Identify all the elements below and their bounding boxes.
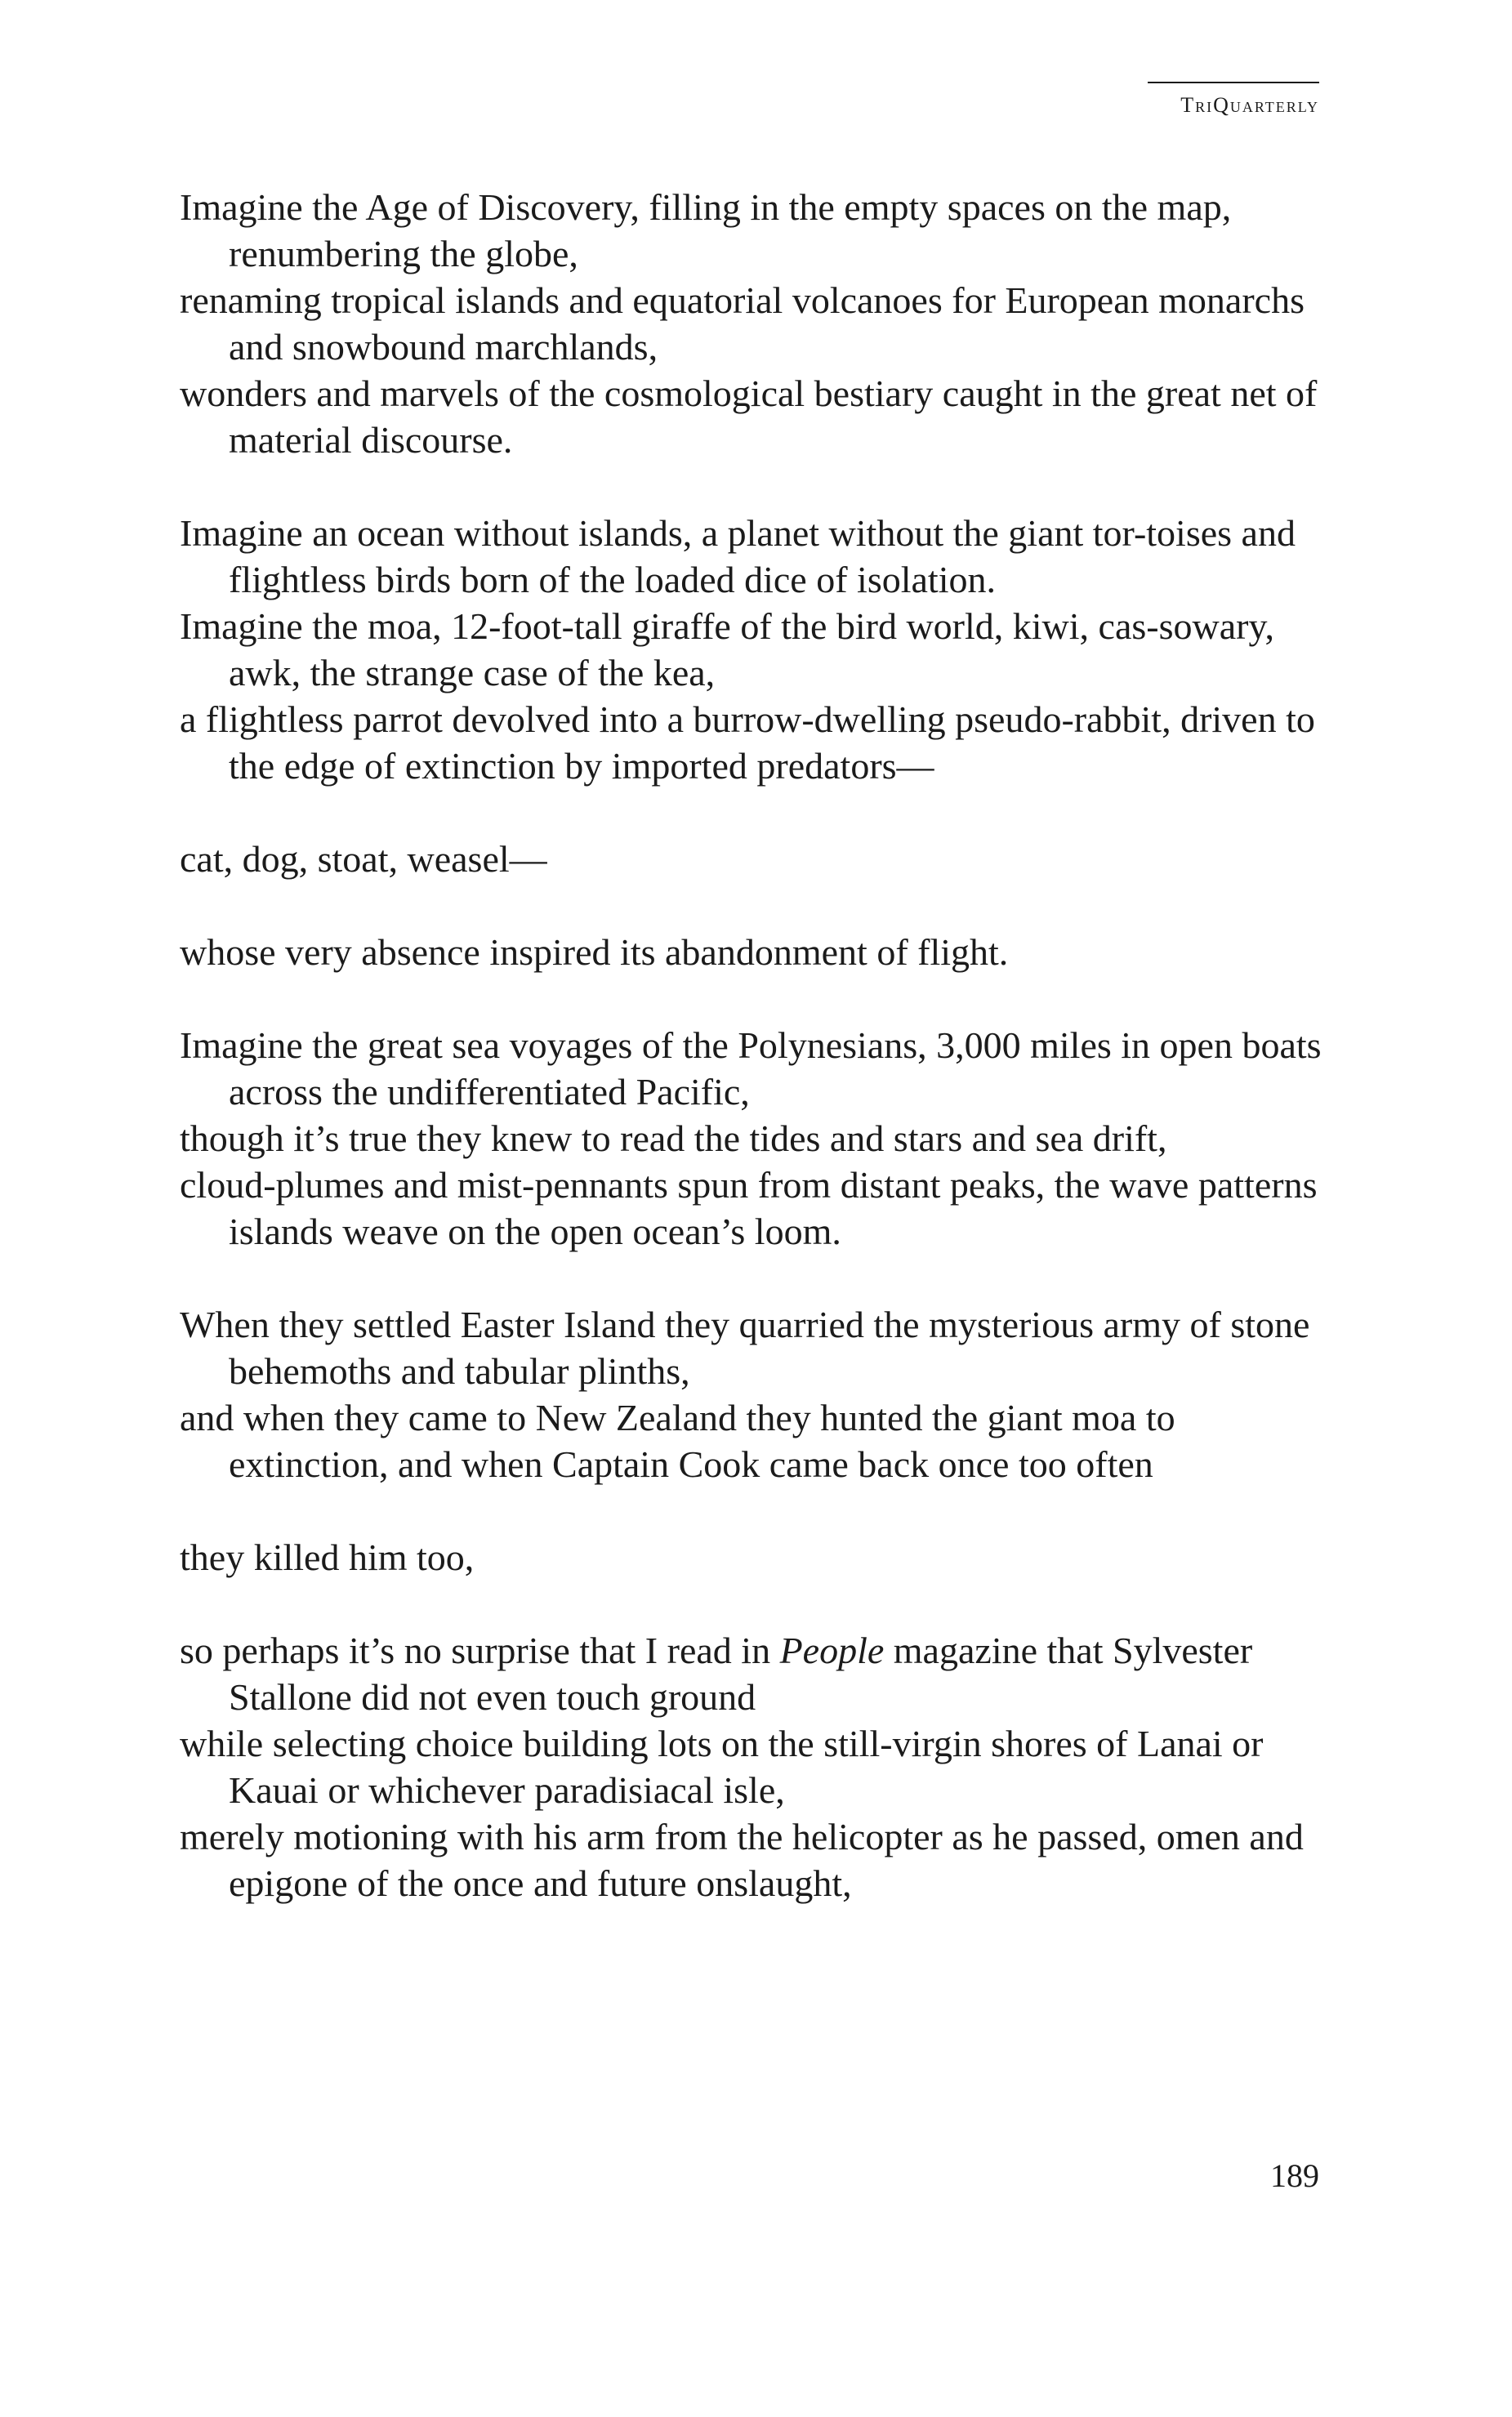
stanza-6 (180, 1301, 1340, 1487)
poem-line: they killed him too, (180, 1536, 475, 1578)
poem-line: whose very absence inspired its abandonment of flight. (180, 931, 1009, 973)
poem-body (180, 184, 1340, 1906)
page-number: 189 (1270, 2157, 1319, 2194)
poem-line: Imagine the Age of Discovery, filling in the empty spaces on the map, renumbering the globe, (180, 186, 1232, 274)
poem-line: wonders and marvels of the cosmological bestiary caught in the great net of material discourse. (180, 372, 1318, 461)
poem-line: merely motioning with his arm from the helicopter as he passed, omen and epigone of the once and future onslaught, (180, 1816, 1304, 1904)
poem-line: though it’s true they knew to read the tides and stars and sea drift, (180, 1117, 1167, 1159)
poem-line: cloud-plumes and mist-pennants spun from distant peaks, the wave patterns islands weave on the open ocean’s loom. (180, 1164, 1318, 1252)
poem-line: while selecting choice building lots on the still-virgin shores of Lanai or Kauai or whichever paradisiacal isle, (180, 1723, 1264, 1811)
running-head (1148, 82, 1319, 118)
header-rule (1148, 82, 1319, 83)
stanza-8 (180, 1627, 1340, 1906)
poem-line: and when they came to New Zealand they hunted the giant moa to extinction, and when Captain Cook came back once too often (180, 1397, 1175, 1485)
stanza-1 (180, 184, 1340, 463)
stanza-3 (180, 836, 1340, 882)
stanza-4 (180, 929, 1340, 975)
stanza-5 (180, 1022, 1340, 1255)
poem-line (180, 1627, 1340, 1720)
stanza-2 (180, 510, 1340, 789)
poem-line: cat, dog, stoat, weasel— (180, 838, 547, 880)
poem-line: When they settled Easter Island they quarried the mysterious army of stone behemoths and tabular plinths, (180, 1304, 1310, 1392)
poem-line: Imagine the moa, 12-foot-tall giraffe of the bird world, kiwi, cas-sowary, awk, the strange case of the kea, (180, 605, 1274, 693)
poem-line: renaming tropical islands and equatorial volcanoes for European monarchs and snowbound marchlands, (180, 279, 1305, 368)
poem-line: Imagine an ocean without islands, a planet without the giant tor-toises and flightless birds born of the loaded dice of isolation. (180, 512, 1296, 600)
journal-title: TriQuarterly (1180, 93, 1319, 117)
poem-line: a flightless parrot devolved into a burrow-dwelling pseudo-rabbit, driven to the edge of extinction by imported predators— (180, 698, 1315, 787)
line-text: so perhaps it’s no surprise that I read in (180, 1630, 780, 1671)
magazine-title: People (779, 1630, 885, 1671)
stanza-7 (180, 1534, 1340, 1581)
line-text: magazine that Sylvester Stallone did not even touch ground (229, 1630, 1253, 1718)
poem-line: Imagine the great sea voyages of the Polynesians, 3,000 miles in open boats across the undifferentiated Pacific, (180, 1024, 1322, 1113)
